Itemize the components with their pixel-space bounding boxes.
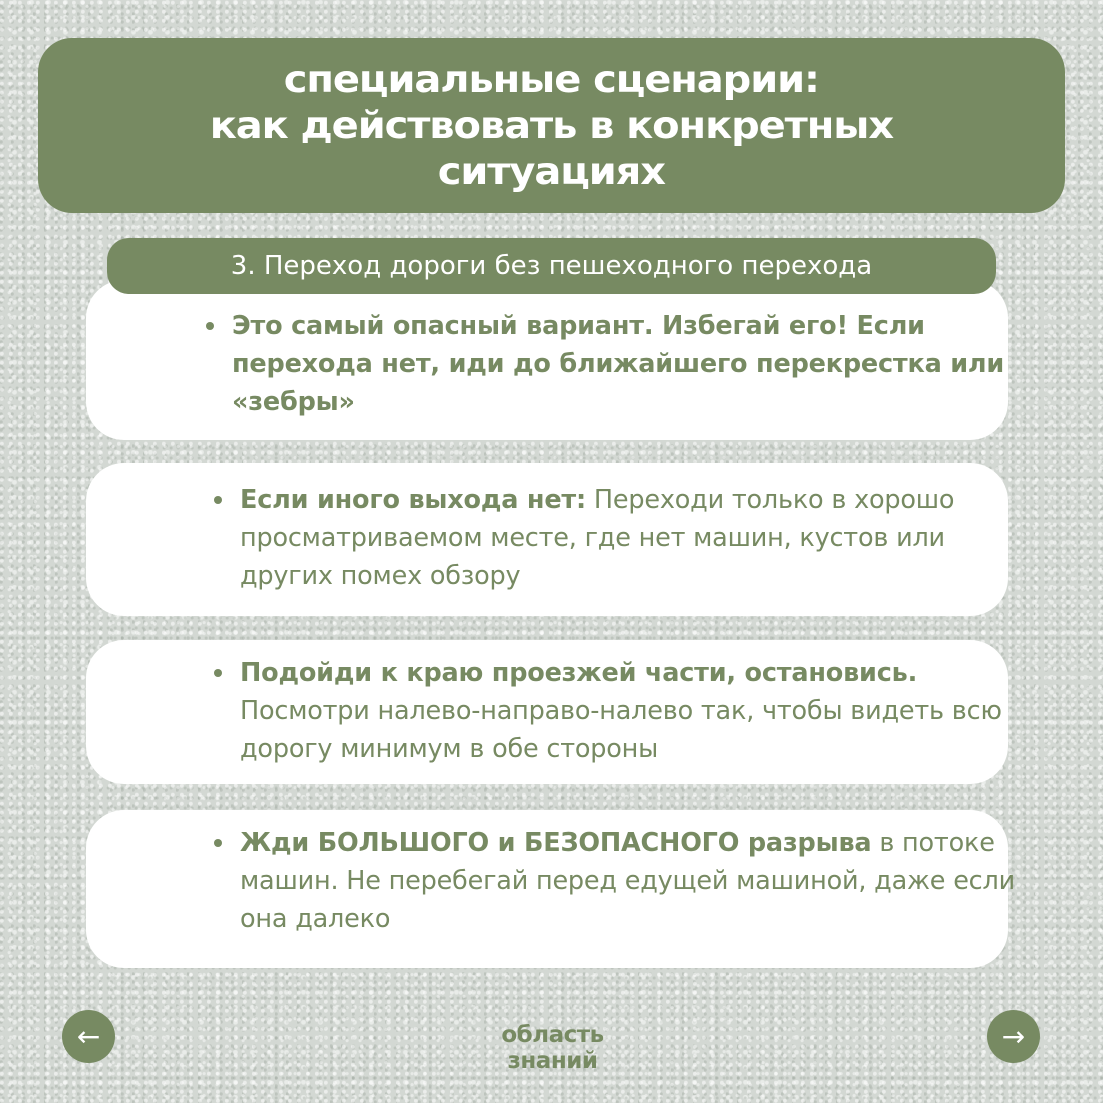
tip-card-2 bbox=[86, 463, 1008, 616]
tip-list-4 bbox=[240, 824, 1040, 938]
tip-card-3 bbox=[86, 640, 1008, 784]
prev-slide-button[interactable] bbox=[62, 1010, 115, 1063]
tip-item-4-bold: Жди БОЛЬШОГО и БЕЗОПАСНОГО разрыва bbox=[240, 828, 872, 858]
tip-item-4-text: в потоке машин. Не перебегай перед едущей машиной, даже если она далеко bbox=[240, 828, 1015, 934]
arrow-right-icon: → bbox=[1001, 1019, 1026, 1053]
tip-list-1 bbox=[232, 307, 1032, 421]
section-label bbox=[107, 238, 996, 294]
tip-list-3 bbox=[240, 654, 1040, 768]
title-banner bbox=[38, 38, 1065, 213]
tip-item-1-bold: Это самый опасный вариант. Избегай его! Если перехода нет, иди до ближайшего перекрестка или «зебры» bbox=[232, 311, 1005, 417]
tip-item-2-bold: Если иного выхода нет: bbox=[240, 485, 587, 515]
tip-card-1 bbox=[86, 280, 1008, 440]
tip-item-3-bold: Подойди к краю проезжей части, остановись. bbox=[240, 658, 918, 688]
tip-list-2 bbox=[240, 481, 1040, 595]
brand-logo: область знаний bbox=[501, 1022, 604, 1074]
section-title: 3. Переход дороги без пешеходного перехода bbox=[230, 251, 873, 281]
tip-item-2-text: Переходи только в хорошо просматриваемом месте, где нет машин, кустов или других помех обзору bbox=[240, 485, 955, 591]
arrow-left-icon: ← bbox=[76, 1019, 101, 1053]
tip-item-1 bbox=[232, 307, 1032, 421]
tip-item-3-text: Посмотри налево-направо-налево так, чтобы видеть всю дорогу минимум в обе стороны bbox=[240, 696, 1002, 764]
tip-item-2 bbox=[240, 481, 1040, 595]
next-slide-button[interactable] bbox=[987, 1010, 1040, 1063]
tip-item-3 bbox=[240, 654, 1040, 768]
tip-item-4 bbox=[240, 824, 1040, 938]
tip-card-4 bbox=[86, 810, 1015, 968]
page-title: специальные сценарии: как действовать в конкретных ситуациях bbox=[209, 57, 894, 193]
